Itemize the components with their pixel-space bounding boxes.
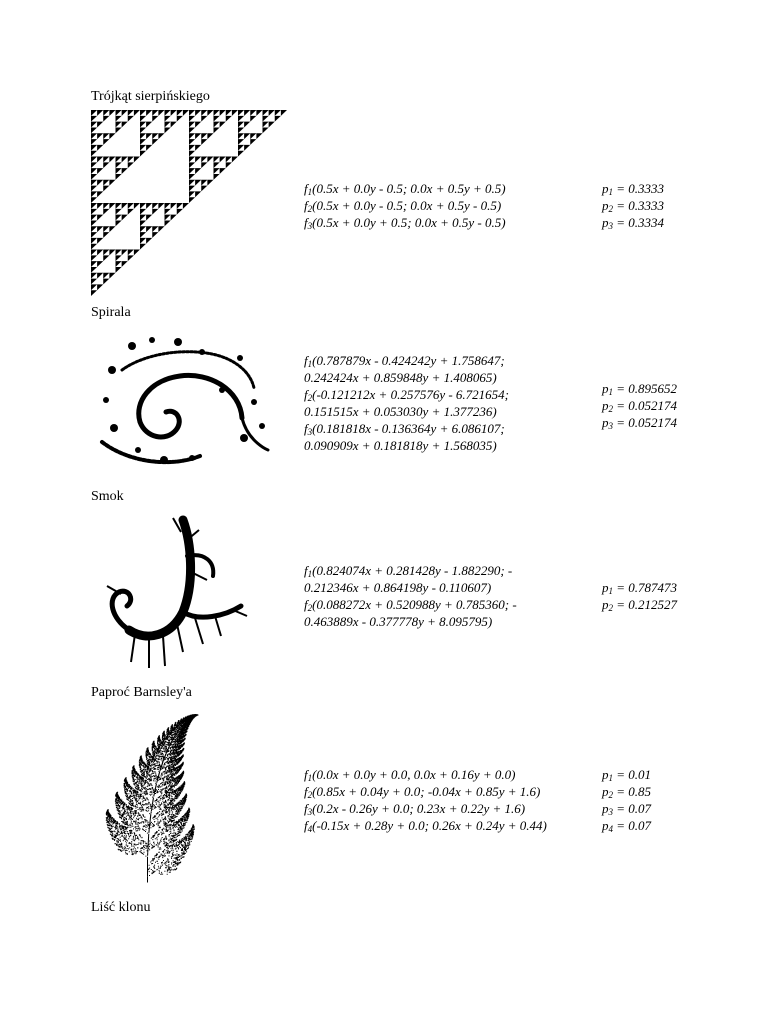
spiral-fractal-figure [92,330,277,480]
probability-line: $p_1 = 0.895652$ [602,381,678,397]
equation-line: $f_1(0.5x + 0.0y - 0.5$; 0.0x + 0.5y + 0.5) [304,181,506,197]
probability-line: $p_3 = 0.3334$ [602,215,665,231]
section-title-paproc: Paproć Barnsley'a [91,685,192,700]
barnsley-fern-figure [94,708,200,886]
section-title-smok: Smok [91,489,124,504]
equation-line: 0.151515x + 0.053030y + 1.377236) [304,404,497,419]
probability-line: $p_2 = 0.3333$ [602,198,665,214]
probability-block-paproc [602,766,651,834]
sierpinski-triangle-figure [91,110,287,296]
section-title-spirala: Spirala [91,305,131,320]
equation-block-paproc [304,766,547,834]
probability-line: $p_3 = 0.052174$ [602,415,678,431]
equation-line: $f_3(0.181818x - 0.136364y + 6.086107$; [304,421,505,437]
equation-line: $f_4(-0.15x + 0.28y + 0.0$; 0.26x + 0.24y + 0.44) [304,818,547,834]
equation-block-spirala [304,352,509,454]
section-title-lisc-klonu: Liść klonu [91,900,151,915]
equation-line: 0.090909x + 0.181818y + 1.568035) [304,438,497,453]
section-title-sierpinski: Trójkąt sierpińskiego [91,89,210,104]
probability-line: $p_3 = 0.07$ [602,801,652,817]
equation-line: $f_3(0.2x - 0.26y + 0.0$; 0.23x + 0.22y + 1.6) [304,801,526,817]
equation-line: $f_3(0.5x + 0.0y + 0.5$; 0.0x + 0.5y - 0.5) [304,215,506,231]
equation-line: $f_2(0.5x + 0.0y - 0.5$; 0.0x + 0.5y - 0.5) [304,198,502,214]
probability-line: $p_2 = 0.85$ [602,784,652,800]
equation-line: $f_2(0.088272x + 0.520988y + 0.785360$; - [304,597,517,613]
equation-line: $f_1(0.787879x - 0.424242y + 1.758647$; [304,353,505,369]
equation-line: $f_1(0.824074x + 0.281428y - 1.882290$; - [304,563,513,579]
equation-block-smok [304,562,517,630]
dragon-fractal-figure [95,512,255,674]
probability-block-smok [602,579,677,613]
probability-line: $p_2 = 0.052174$ [602,398,678,414]
equation-line: 0.242424x + 0.859848y + 1.408065) [304,370,497,385]
probability-line: $p_1 = 0.01$ [602,767,652,783]
probability-block-sierpinski [602,180,664,231]
probability-line: $p_2 = 0.212527$ [602,597,678,613]
probability-block-spirala [602,380,677,431]
equation-line: 0.463889x - 0.377778y + 8.095795) [304,614,493,629]
probability-line: $p_1 = 0.787473$ [602,580,678,596]
equation-line: $f_2(-0.121212x + 0.257576y - 6.721654$; [304,387,510,403]
equation-line: $f_1(0.0x + 0.0y + 0.0$, 0.0x + 0.16y + 0.0) [304,767,516,783]
probability-line: $p_4 = 0.07$ [602,818,652,834]
probability-line: $p_1 = 0.3333$ [602,181,665,197]
equation-block-sierpinski [304,180,506,231]
equation-line: 0.212346x + 0.864198y - 0.110607) [304,580,492,595]
equation-line: $f_2(0.85x + 0.04y + 0.0$; -0.04x + 0.85y + 1.6) [304,784,541,800]
